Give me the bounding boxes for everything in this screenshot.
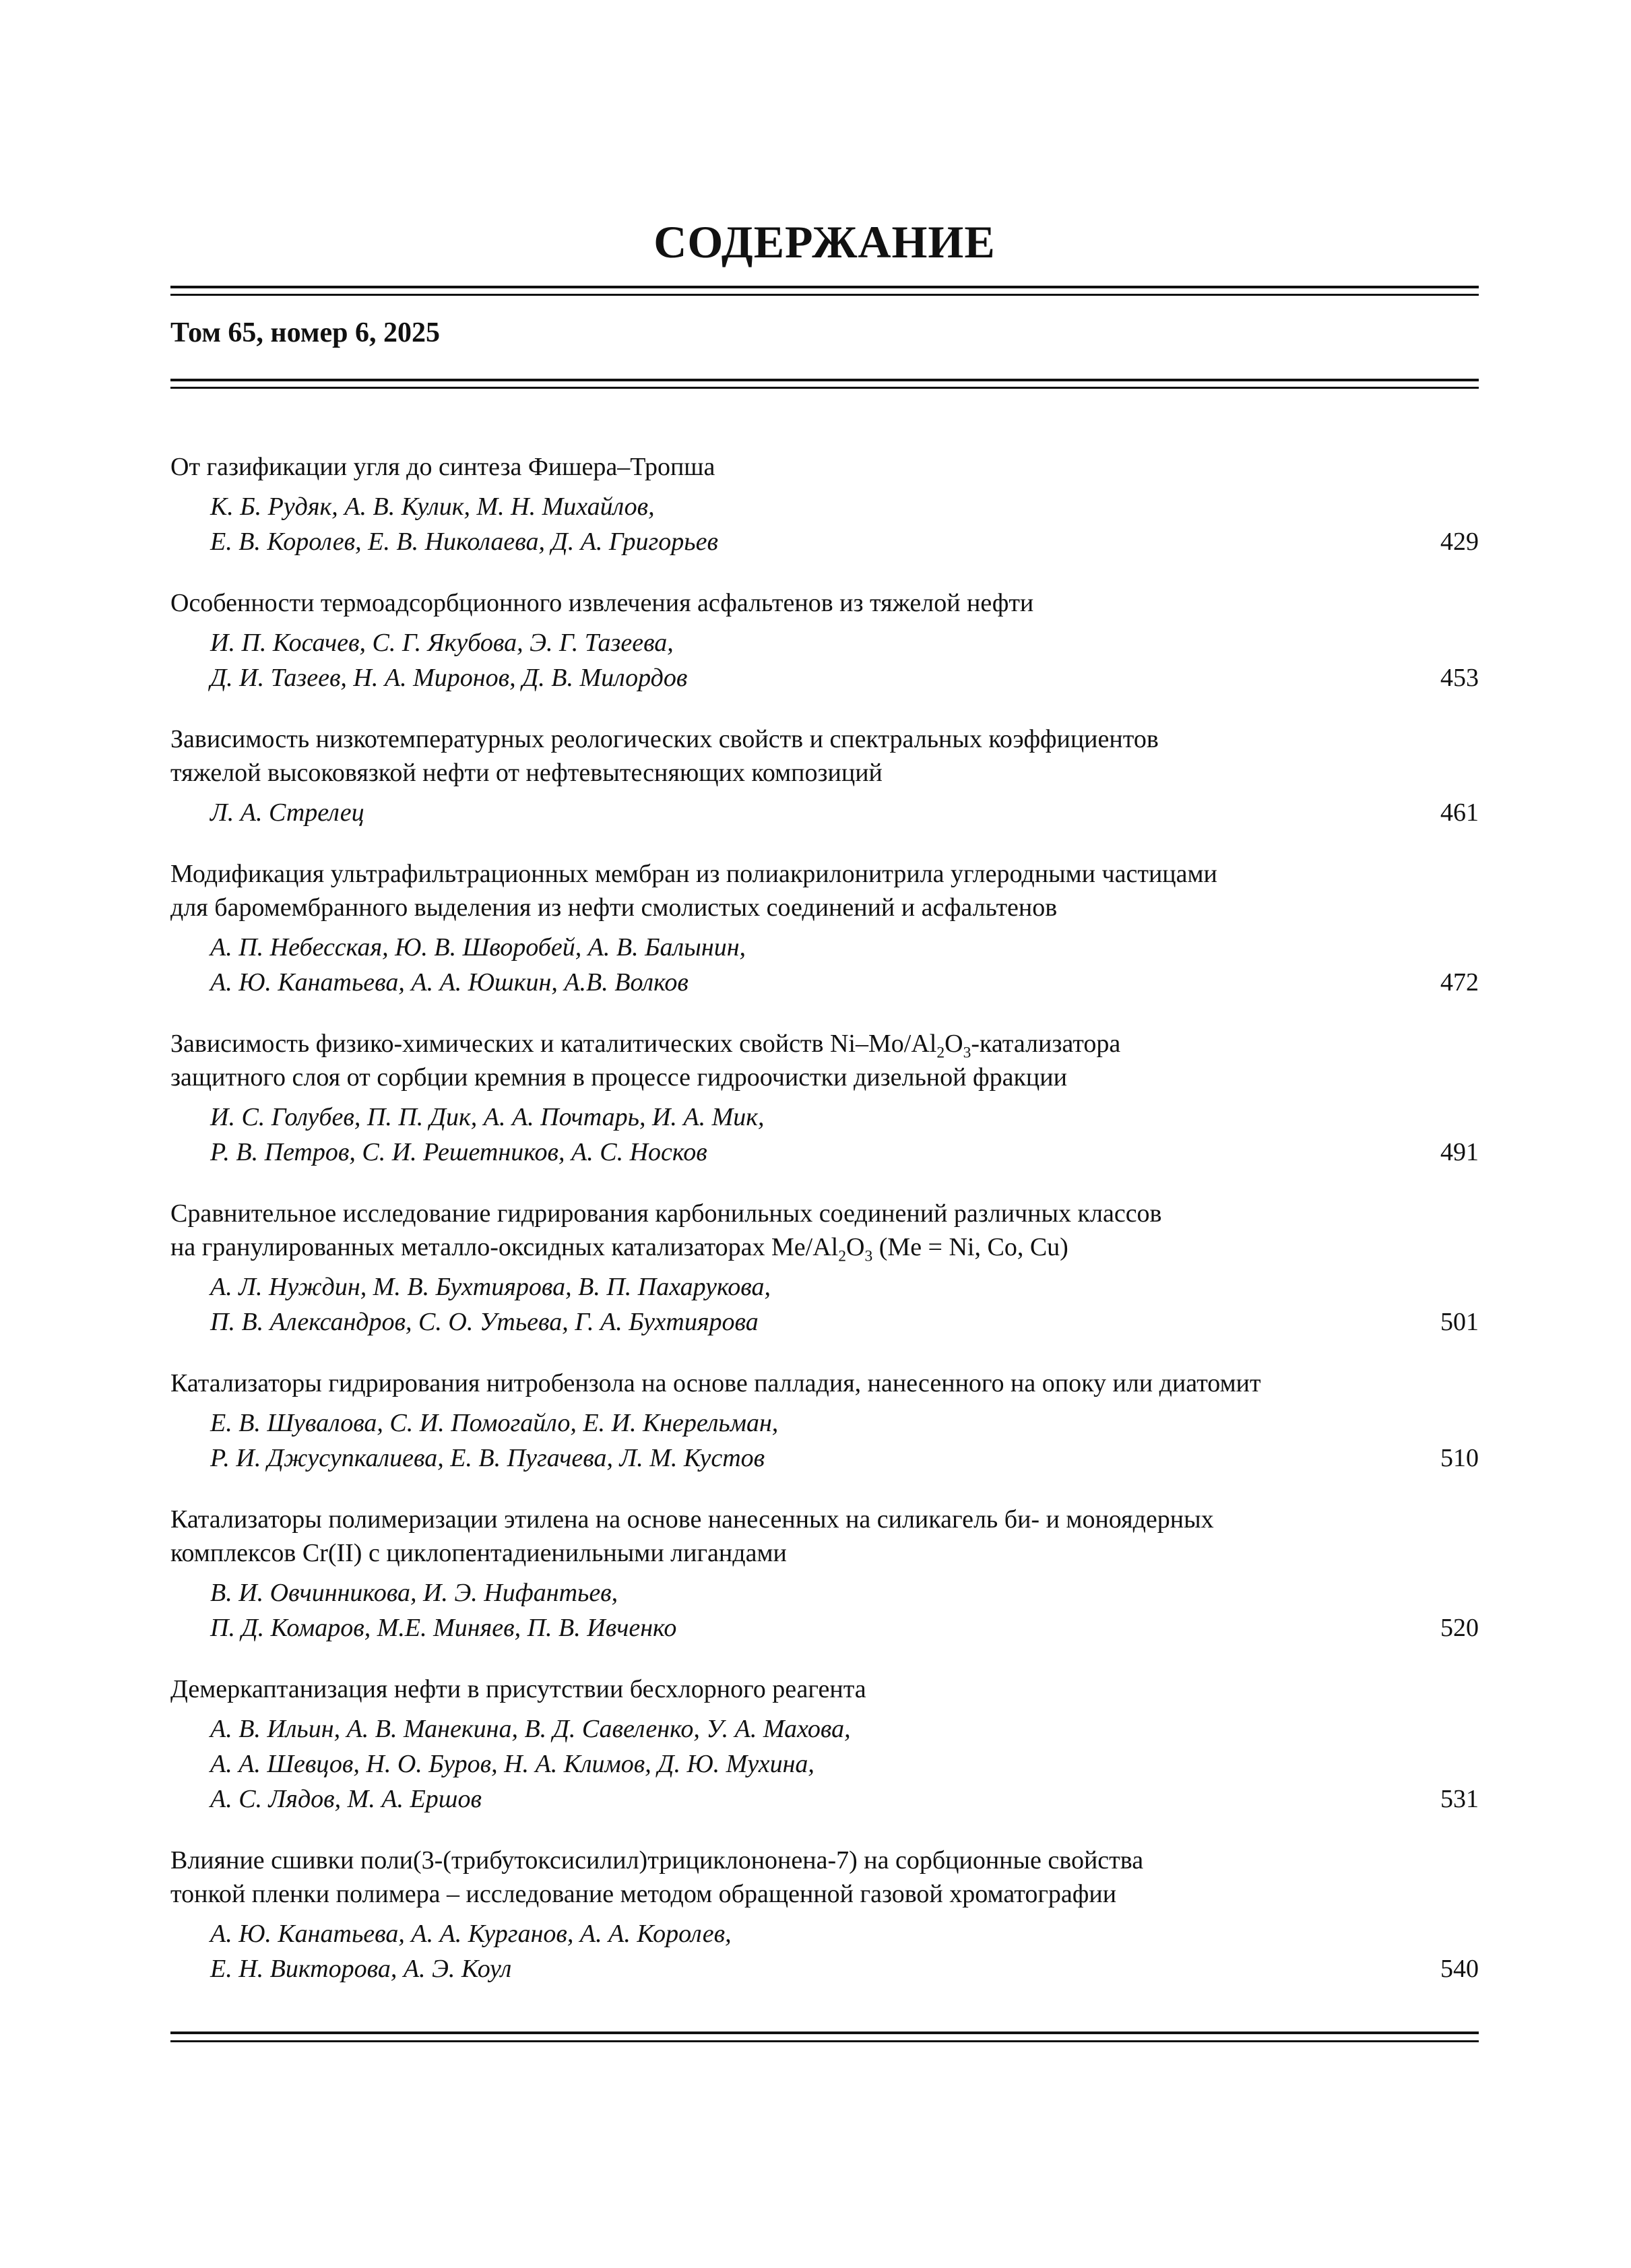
article-authors: В. И. Овчинникова, И. Э. Нифантьев, П. Д. Комаров, М.Е. Миняев, П. В. Ивченко xyxy=(210,1579,677,1642)
toc-entry[interactable] xyxy=(170,1844,1479,1986)
header-rule-top xyxy=(170,286,1479,288)
footer-rule-bottom xyxy=(170,2040,1479,2042)
article-title[interactable]: От газификации угля до синтеза Фишера–Тропша xyxy=(170,453,715,481)
toc-entry[interactable] xyxy=(170,1503,1479,1645)
toc-entry[interactable] xyxy=(170,1197,1479,1340)
article-title[interactable]: Зависимость физико-химических и каталитических свойств $Ni-Mo/Al_2O_3$-катализатора защитного слоя от сорбции кремния в процессе гидроочистки дизельной фракции xyxy=(170,1030,1121,1092)
toc-entry[interactable] xyxy=(170,857,1479,1000)
page-title: СОДЕРЖАНИЕ xyxy=(653,216,996,267)
article-authors: А. Ю. Канатьева, А. А. Курганов, А. А. Королев, Е. Н. Викторова, А. Э. Коул xyxy=(210,1920,732,1983)
volume-rule-top xyxy=(170,379,1479,381)
article-authors: А. П. Небесская, Ю. В. Шворобей, А. В. Балынин, А. Ю. Канатьева, А. А. Юшкин, А.В. Волков xyxy=(210,933,746,997)
article-title[interactable]: Катализаторы гидрирования нитробензола на основе палладия, нанесенного на опоку или диатомит xyxy=(170,1369,1261,1397)
article-title[interactable]: Зависимость низкотемпературных реологических свойств и спектральных коэффициентов тяжелой высоковязкой нефти от нефтевытесняющих композиций xyxy=(170,725,1159,787)
article-authors: И. П. Косачев, С. Г. Якубова, Э. Г. Тазеева, Д. И. Тазеев, Н. А. Миронов, Д. В. Милордов xyxy=(210,629,688,692)
article-title[interactable]: Влияние сшивки поли(3-(трибутоксисилил)трициклононена-7) на сорбционные свойства тонкой пленки полимера – исследование методом обращенной газовой хроматографии xyxy=(170,1846,1144,1908)
page-number: 461 xyxy=(1440,798,1479,827)
article-title[interactable]: Модификация ультрафильтрационных мембран из полиакрилонитрила углеродными частицами для баромембранного выделения из нефти смолистых соединений и асфальтенов xyxy=(170,860,1217,922)
toc-entry[interactable] xyxy=(170,1672,1479,1817)
page-number: 510 xyxy=(1440,1444,1479,1472)
article-authors: Е. В. Шувалова, С. И. Помогайло, Е. И. Кнерельман, Р. И. Джусупкалиева, Е. В. Пугачева, Л. М. Кустов xyxy=(210,1409,779,1472)
toc-entry[interactable] xyxy=(170,722,1479,830)
toc-entry[interactable] xyxy=(170,1366,1479,1476)
page-number: 453 xyxy=(1440,664,1479,692)
page-number: 531 xyxy=(1440,1785,1479,1813)
page-number: 472 xyxy=(1440,968,1479,997)
article-title[interactable]: Демеркаптанизация нефти в присутствии бесхлорного реагента xyxy=(170,1675,866,1703)
toc-list xyxy=(170,450,1479,2013)
volume-rule-bottom xyxy=(170,387,1479,389)
article-title[interactable]: Катализаторы полимеризации этилена на основе нанесенных на силикагель би- и моноядерных комплексов Cr(II) с циклопентадиенильными лигандами xyxy=(170,1505,1214,1567)
page-number: 501 xyxy=(1440,1308,1479,1336)
volume-info: Том 65, номер 6, 2025 xyxy=(170,317,440,348)
toc-entry[interactable] xyxy=(170,1027,1479,1170)
page-number: 540 xyxy=(1440,1955,1479,1983)
page-number: 429 xyxy=(1440,528,1479,556)
article-authors: Л. А. Стрелец xyxy=(210,798,364,827)
footer-rule-top xyxy=(170,2031,1479,2034)
article-title[interactable]: Сравнительное исследование гидрирования карбонильных соединений различных классов на гранулированных металло-оксидных катализаторах $Me/Al_2O_3$ (Me = Ni, Co, Cu) xyxy=(170,1199,1162,1265)
article-authors: И. С. Голубев, П. П. Дик, А. А. Почтарь, И. А. Мик, Р. В. Петров, С. И. Решетников, А. С. Носков xyxy=(210,1103,765,1166)
page-number: 491 xyxy=(1440,1138,1479,1166)
toc-entry[interactable] xyxy=(170,450,1479,559)
toc-entry[interactable] xyxy=(170,586,1479,695)
article-authors: А. В. Ильин, А. В. Манекина, В. Д. Савеленко, У. А. Махова, А. А. Шевцов, Н. О. Буров, Н. А. Климов, Д. Ю. Мухина, А. С. Лядов, М. А. Ершов xyxy=(210,1715,851,1813)
header-rule-bottom xyxy=(170,294,1479,296)
article-title[interactable]: Особенности термоадсорбционного извлечения асфальтенов из тяжелой нефти xyxy=(170,589,1034,617)
article-authors: А. Л. Нуждин, М. В. Бухтиярова, В. П. Пахарукова, П. В. Александров, С. О. Утьева, Г. А. Бухтиярова xyxy=(210,1273,771,1336)
article-authors: К. Б. Рудяк, А. В. Кулик, М. Н. Михайлов, Е. В. Королев, Е. В. Николаева, Д. А. Григорьев xyxy=(210,493,718,556)
page-number: 520 xyxy=(1440,1614,1479,1642)
